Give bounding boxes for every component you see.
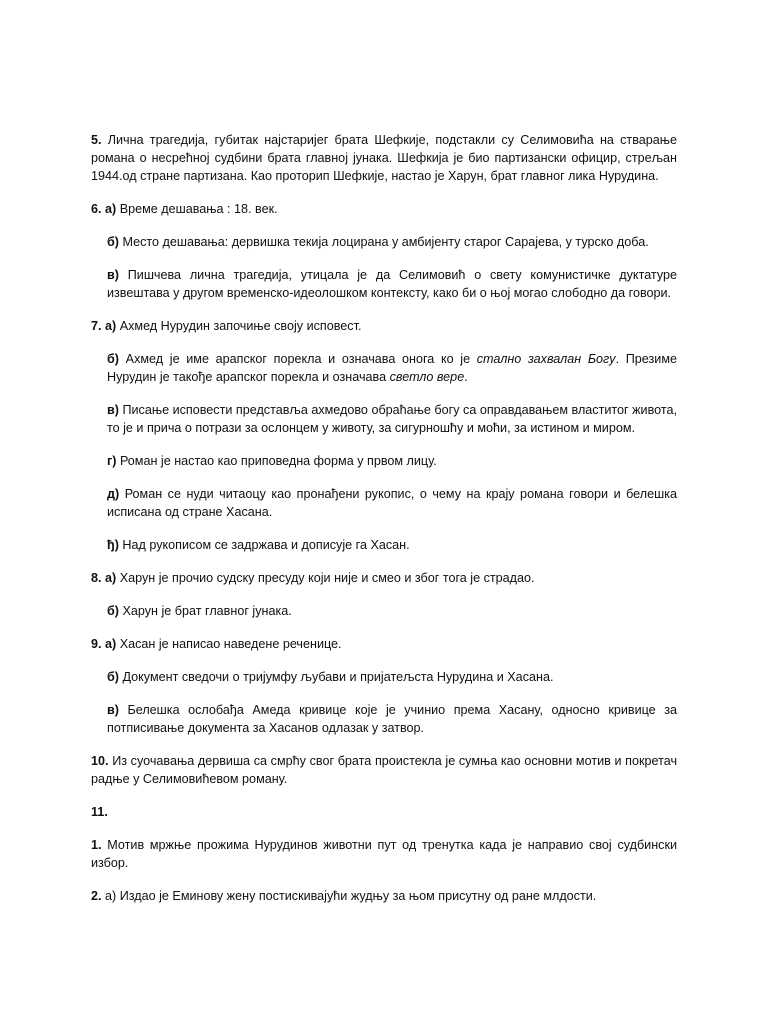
paragraph-text: Харун је брат главног јунака.: [122, 604, 292, 618]
paragraph-text: Писање исповести представља ахмедово обраћање богу са оправдавањем властитог живота, то је и прича о потрази за ослонцем у животу, за сигурношћу и моћи, за истином и миром.: [107, 403, 678, 435]
item-label: б): [107, 670, 119, 684]
paragraph-text: Време дешавања : 18. век.: [119, 202, 278, 216]
paragraph-6a: [91, 200, 677, 218]
paragraph-7g: [91, 452, 677, 470]
item-label: д): [107, 487, 120, 501]
paragraph-5: [91, 131, 677, 185]
paragraph-text: Роман је настао као приповедна форма у првом лицу.: [119, 454, 437, 468]
paragraph-7b: [91, 350, 677, 386]
paragraph-11: [91, 803, 677, 821]
item-label: а): [105, 319, 117, 333]
paragraph-8a: [91, 569, 677, 587]
item-label: а): [105, 637, 117, 651]
paragraph-text: Документ сведочи о тријумфу љубави и пријатељста Нурудина и Хасана.: [122, 670, 554, 684]
item-label: в): [107, 703, 119, 717]
item-label: а): [105, 202, 117, 216]
paragraph-text: Место дешавања: дервишка текија лоцирана у амбијенту старог Сарајева, у турско доба.: [122, 235, 649, 249]
item-label: б): [107, 235, 119, 249]
item-number: 9.: [91, 637, 102, 651]
item-number: 11.: [91, 805, 108, 819]
paragraph-text: . Презиме Нурудин је такође арапског порекла и означава: [107, 352, 677, 384]
paragraph-9b: [91, 668, 677, 686]
paragraph-text: Харун је прочио судску пресуду који није и смео и због тога је страдао.: [119, 571, 535, 585]
paragraph-8b: [91, 602, 677, 620]
paragraph-9v: [91, 701, 677, 737]
paragraph-text: Над рукописом се задржава и дописује га Хасан.: [122, 538, 410, 552]
paragraph-text: Белешка ослобађа Амеда кривице које је учинио према Хасану, односно кривице за потписивање документа за Хасанов одлазак у затвор.: [107, 703, 677, 735]
document-page: [91, 131, 677, 920]
paragraph-text: Ахмед је име арапског порекла и означава онога ко је: [125, 352, 477, 366]
paragraph-text: Ахмед Нурудин започиње своју исповест.: [119, 319, 362, 333]
paragraph-7d: [91, 485, 677, 521]
paragraph-11-1: [91, 836, 677, 872]
emphasis-text: стално захвалан Богу: [476, 352, 616, 366]
item-label: г): [107, 454, 117, 468]
item-label: а): [105, 571, 117, 585]
paragraph-9a: [91, 635, 677, 653]
paragraph-7a: [91, 317, 677, 335]
paragraph-11-2: [91, 887, 677, 905]
item-label: в): [107, 268, 119, 282]
item-number: 8.: [91, 571, 102, 585]
item-label: б): [107, 352, 119, 366]
item-number: 5.: [91, 133, 102, 147]
paragraph-text: .: [464, 370, 468, 384]
paragraph-7dj: [91, 536, 677, 554]
paragraph-6v: [91, 266, 677, 302]
paragraph-text: Мотив мржње прожима Нурудинов животни пут од тренутка када је направио свој судбински избор.: [91, 838, 678, 870]
item-label: ђ): [107, 538, 119, 552]
paragraph-text: Пишчева лична трагедија, утицала је да Селимовић о свету комунистичке дуктатуре извештава у другом временско-идеолошком контексту, како би о њој могао слободно да говори.: [107, 268, 677, 300]
paragraph-10: [91, 752, 677, 788]
paragraph-text: Роман се нуди читаоцу као пронађени рукопис, о чему на крају романа говори и белешка исписана од стране Хасана.: [107, 487, 678, 519]
paragraph-text: Из суочавања дервиша са смрћу свог брата проистекла је сумња као основни мотив и покретач радње у Селимовићевом роману.: [91, 754, 678, 786]
item-number: 6.: [91, 202, 102, 216]
emphasis-text: светло вере: [389, 370, 465, 384]
paragraph-text: Издао је Еминову жену постискивајући жудњу за њом присутну од ране млдости.: [119, 889, 597, 903]
item-label: б): [107, 604, 119, 618]
item-number: 10.: [91, 754, 109, 768]
paragraph-text: Хасан је написао наведене реченице.: [119, 637, 342, 651]
paragraph-6b: [91, 233, 677, 251]
item-label: в): [107, 403, 119, 417]
paragraph-7v: [91, 401, 677, 437]
paragraph-text: Лична трагедија, губитак најстаријег брата Шефкије, подстакли су Селимовића на стварање романа о несрећној судбини брата главној јунака. Шефкија је био партизански официр, стрељан 1944.од стране партизана. Као проторип Шефкије, настао је Харун, брат главног лика Нурудина.: [91, 133, 677, 183]
item-label: а): [105, 889, 117, 903]
item-number: 1.: [91, 838, 102, 852]
item-number: 7.: [91, 319, 102, 333]
item-number: 2.: [91, 889, 102, 903]
